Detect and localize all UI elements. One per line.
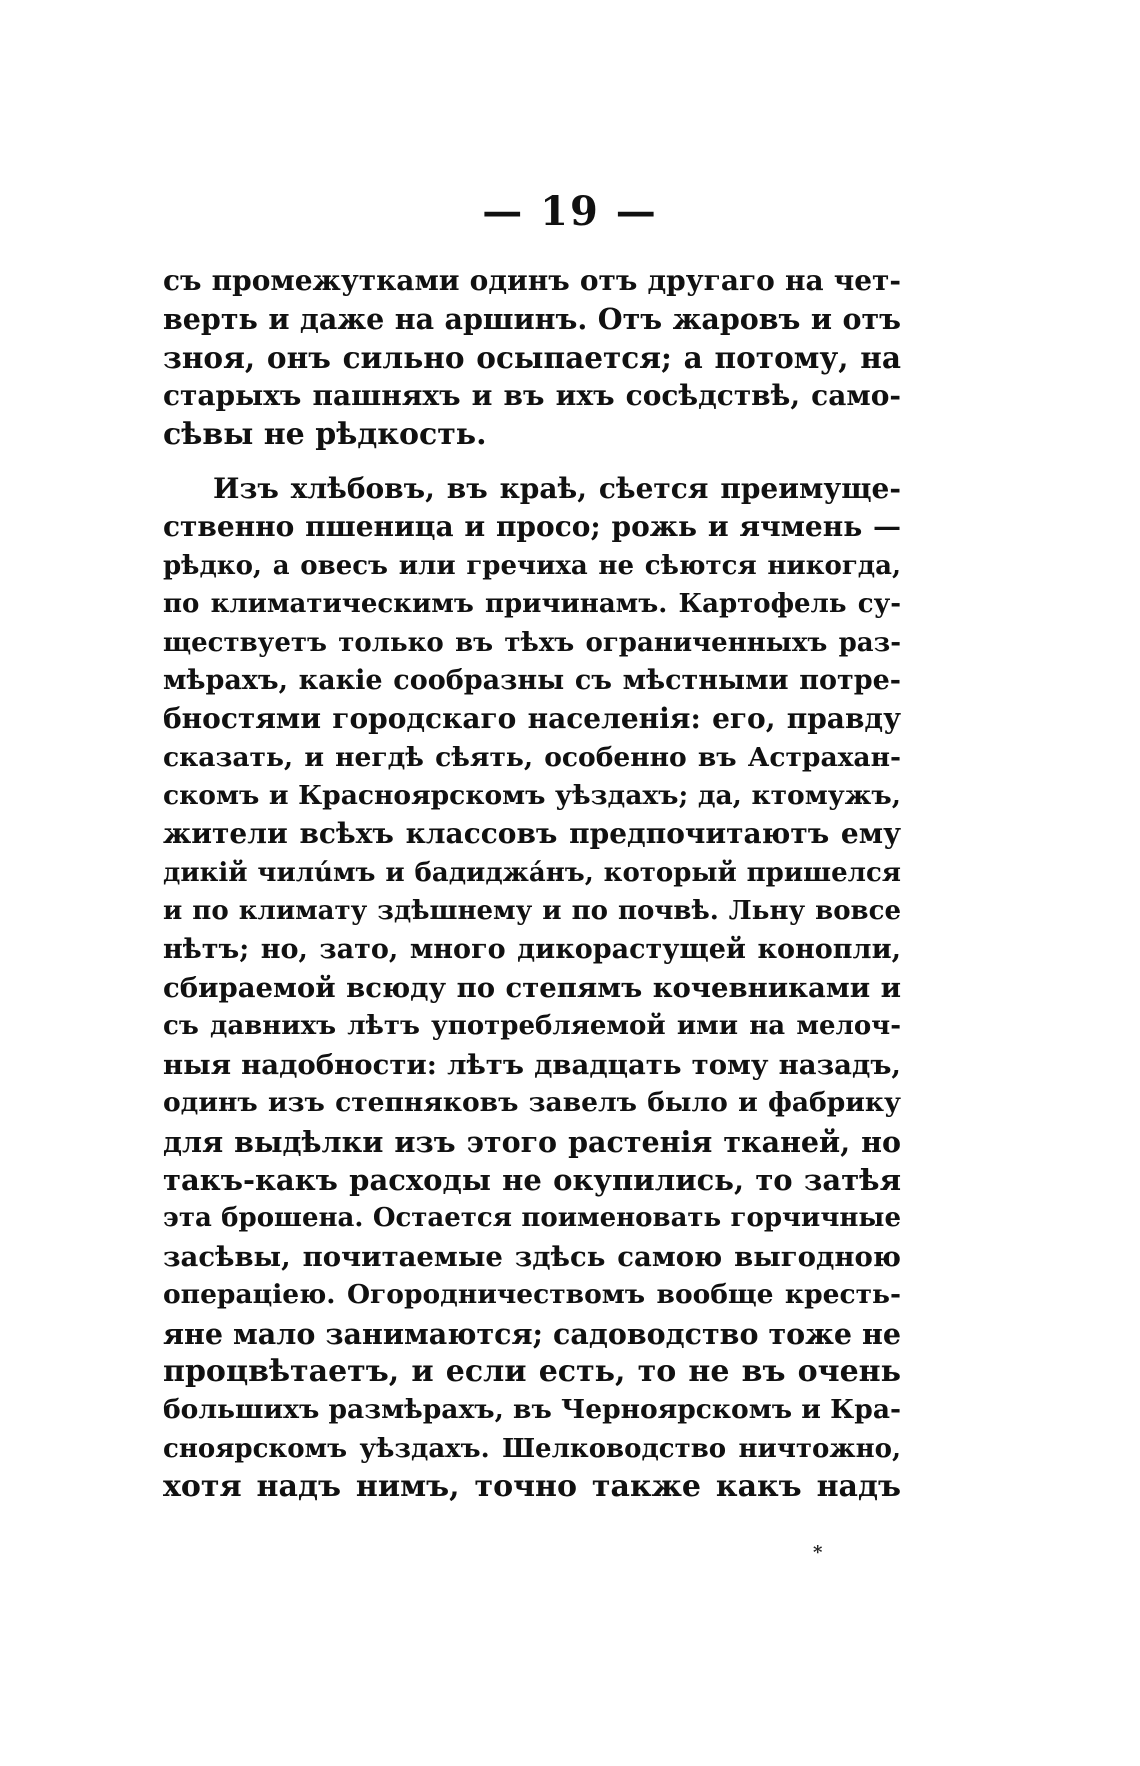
page-number: — 19 — (482, 188, 658, 235)
text-line: и по климату здѣшнему и по почвѣ. Льну вовсе (163, 896, 901, 927)
paragraph-2 (163, 470, 901, 1507)
text-line: ственно пшеница и просо; рожь и ячмень — (163, 510, 901, 544)
paragraph-gap (163, 454, 901, 470)
text-line: жители всѣхъ классовъ предпочитаютъ ему (163, 817, 901, 851)
text-line: сказать, и негдѣ сѣять, особенно въ Астрахан- (163, 741, 901, 773)
text-line: операціею. Огородничествомъ вообще кресть- (163, 1279, 901, 1311)
paragraph-1 (163, 262, 901, 454)
text-line: ществуетъ только въ тѣхъ ограниченныхъ раз- (163, 627, 901, 658)
text-line: дикій чилúмъ и бадиджáнъ, который пришелся (163, 857, 901, 888)
text-line: для выдѣлки изъ этого растенія тканей, но (163, 1124, 901, 1159)
text-line: нѣтъ; но, зато, много дикорастущей конопли, (163, 933, 901, 965)
text-line: сноярскомъ уѣздахъ. Шелководство ничтожно, (163, 1433, 901, 1464)
text-line: зноя, онъ сильно осыпается; а потому, на (163, 339, 901, 375)
text-line: ныя надобности: лѣтъ двадцать тому назадъ, (163, 1048, 901, 1081)
text-line: процвѣтаетъ, и если есть, то не въ очень (163, 1353, 901, 1389)
text-line: большихъ размѣрахъ, въ Черноярскомъ и Кра- (163, 1394, 901, 1426)
text-line: съ промежутками одинъ отъ другаго на чет- (163, 264, 901, 297)
signature-mark: * (813, 1542, 823, 1563)
text-line: такъ-какъ расходы не окупились, то затѣя (163, 1162, 901, 1197)
text-line: сѣвы не рѣдкость. (163, 416, 487, 452)
body-text (163, 262, 901, 1507)
text-line: скомъ и Красноярскомъ уѣздахъ; да, ктомужъ, (163, 780, 901, 812)
text-line: бностями городскаго населенія: его, правду (163, 702, 901, 736)
text-line: эта брошена. Остается поименовать горчичные (163, 1203, 901, 1234)
text-line: сбираемой всюду по степямъ кочевниками и (163, 972, 901, 1005)
text-line: мѣрахъ, какіе сообразны съ мѣстными потре- (163, 664, 901, 696)
text-line: верть и даже на аршинъ. Отъ жаровъ и отъ (163, 302, 901, 337)
text-line: засѣвы, почитаемые здѣсь самою выгодною (163, 1240, 901, 1273)
text-line: по климатическимъ причинамъ. Картофель су- (163, 589, 901, 620)
text-line: Изъ хлѣбовъ, въ краѣ, сѣется преимуще- (213, 471, 901, 505)
text-line: съ давнихъ лѣтъ употребляемой ими на мелоч- (163, 1011, 901, 1042)
text-line: хотя надъ нимъ, точно также какъ надъ (163, 1469, 901, 1505)
text-line: старыхъ пашняхъ и въ ихъ сосѣдствѣ, само- (163, 379, 901, 413)
text-line: яне мало занимаются; садоводство тоже не (163, 1316, 901, 1351)
text-line: рѣдко, а овесъ или гречиха не сѣются никогда, (163, 550, 901, 581)
text-line: одинъ изъ степняковъ завелъ было и фабрику (163, 1087, 901, 1119)
